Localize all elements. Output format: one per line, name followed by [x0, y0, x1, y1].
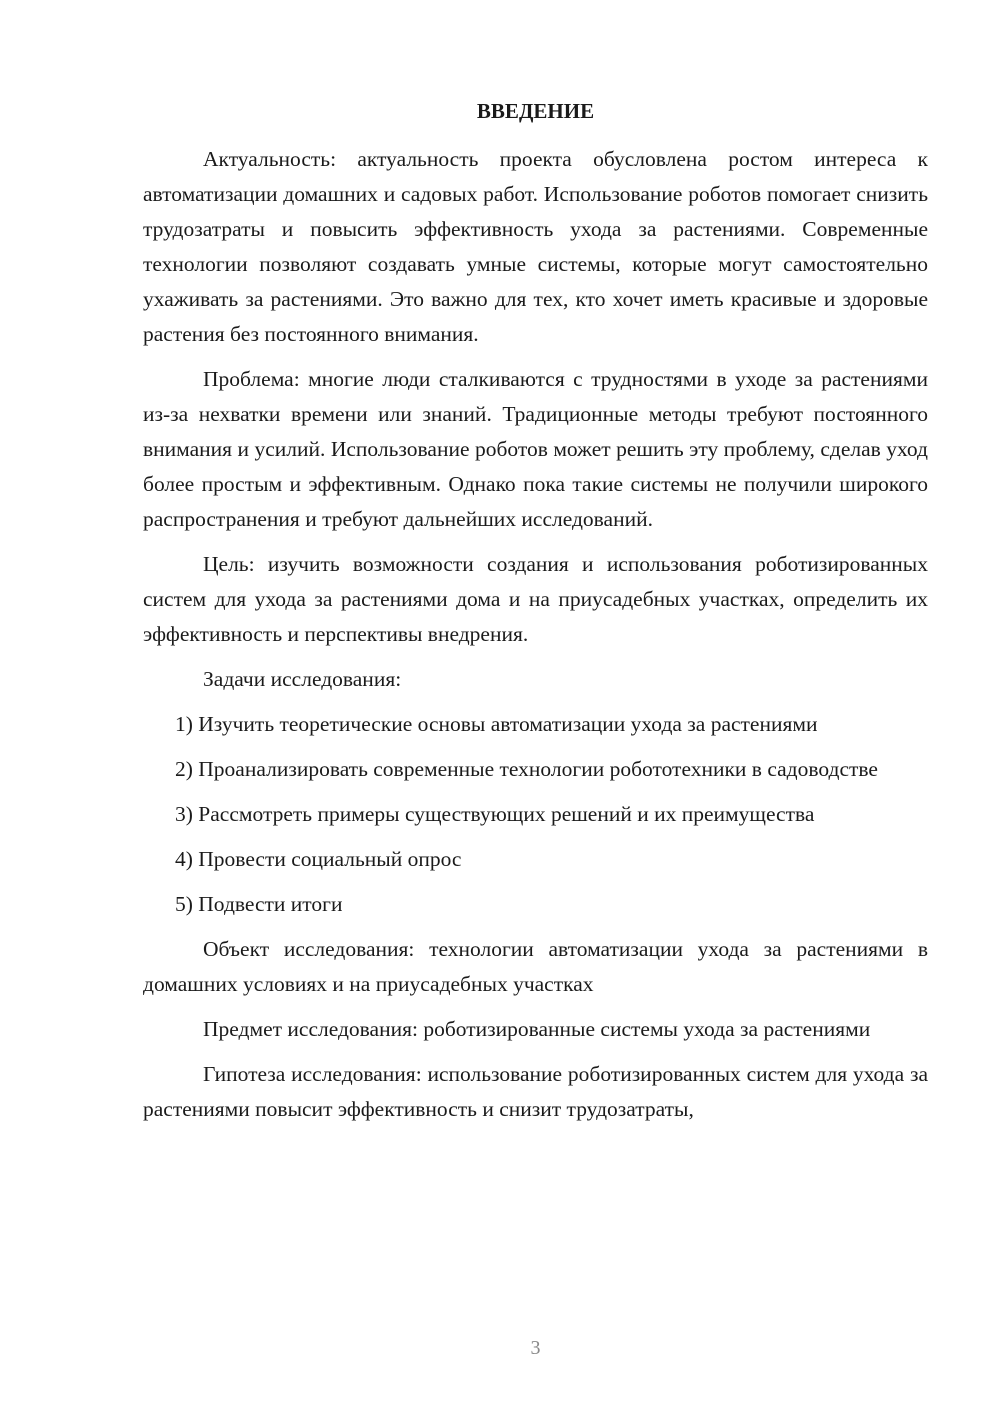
task-item: 2) Проанализировать современные технологии робототехники в садоводстве: [175, 757, 878, 781]
document-page: [143, 0, 928, 1414]
paragraph-hypothesis: Гипотеза исследования: использование роботизированных систем для ухода за растениями повысит эффективность и снизит трудозатраты,: [143, 1062, 928, 1121]
page-title: ВВЕДЕНИЕ: [476, 99, 595, 123]
paragraph-object: Объект исследования: технологии автоматизации ухода за растениями в домашних условиях и на приусадебных участках: [143, 937, 928, 996]
task-item: 3) Рассмотреть примеры существующих решений и их преимущества: [175, 802, 815, 826]
page-number: 3: [530, 1337, 541, 1359]
task-item: 4) Провести социальный опрос: [175, 847, 462, 871]
paragraph-tasks-heading: Задачи исследования:: [203, 667, 402, 691]
paragraph-goal: Цель: изучить возможности создания и использования роботизированных систем для ухода за растениями дома и на приусадебных участках, определить их эффективность и перспективы внедрения.: [143, 552, 928, 646]
paragraph-relevance: Актуальность: актуальность проекта обусловлена ростом интереса к автоматизации домашних и садовых работ. Использование роботов помогает снизить трудозатраты и повысить эффективность ухода за растениями. Современные технологии позволяют создавать умные системы, которые могут самостоятельно ухаживать за растениями. Это важно для тех, кто хочет иметь красивые и здоровые растения без постоянного внимания.: [143, 147, 928, 346]
task-item: 5) Подвести итоги: [175, 892, 343, 916]
task-item: 1) Изучить теоретические основы автоматизации ухода за растениями: [175, 712, 818, 736]
document-body: [143, 142, 928, 1137]
paragraph-subject: Предмет исследования: роботизированные системы ухода за растениями: [203, 1017, 871, 1041]
paragraph-problem: Проблема: многие люди сталкиваются с трудностями в уходе за растениями из-за нехватки времени или знаний. Традиционные методы требуют постоянного внимания и усилий. Использование роботов может решить эту проблему, сделав уход более простым и эффективным. Однако пока такие системы не получили широкого распространения и требуют дальнейших исследований.: [143, 367, 928, 531]
